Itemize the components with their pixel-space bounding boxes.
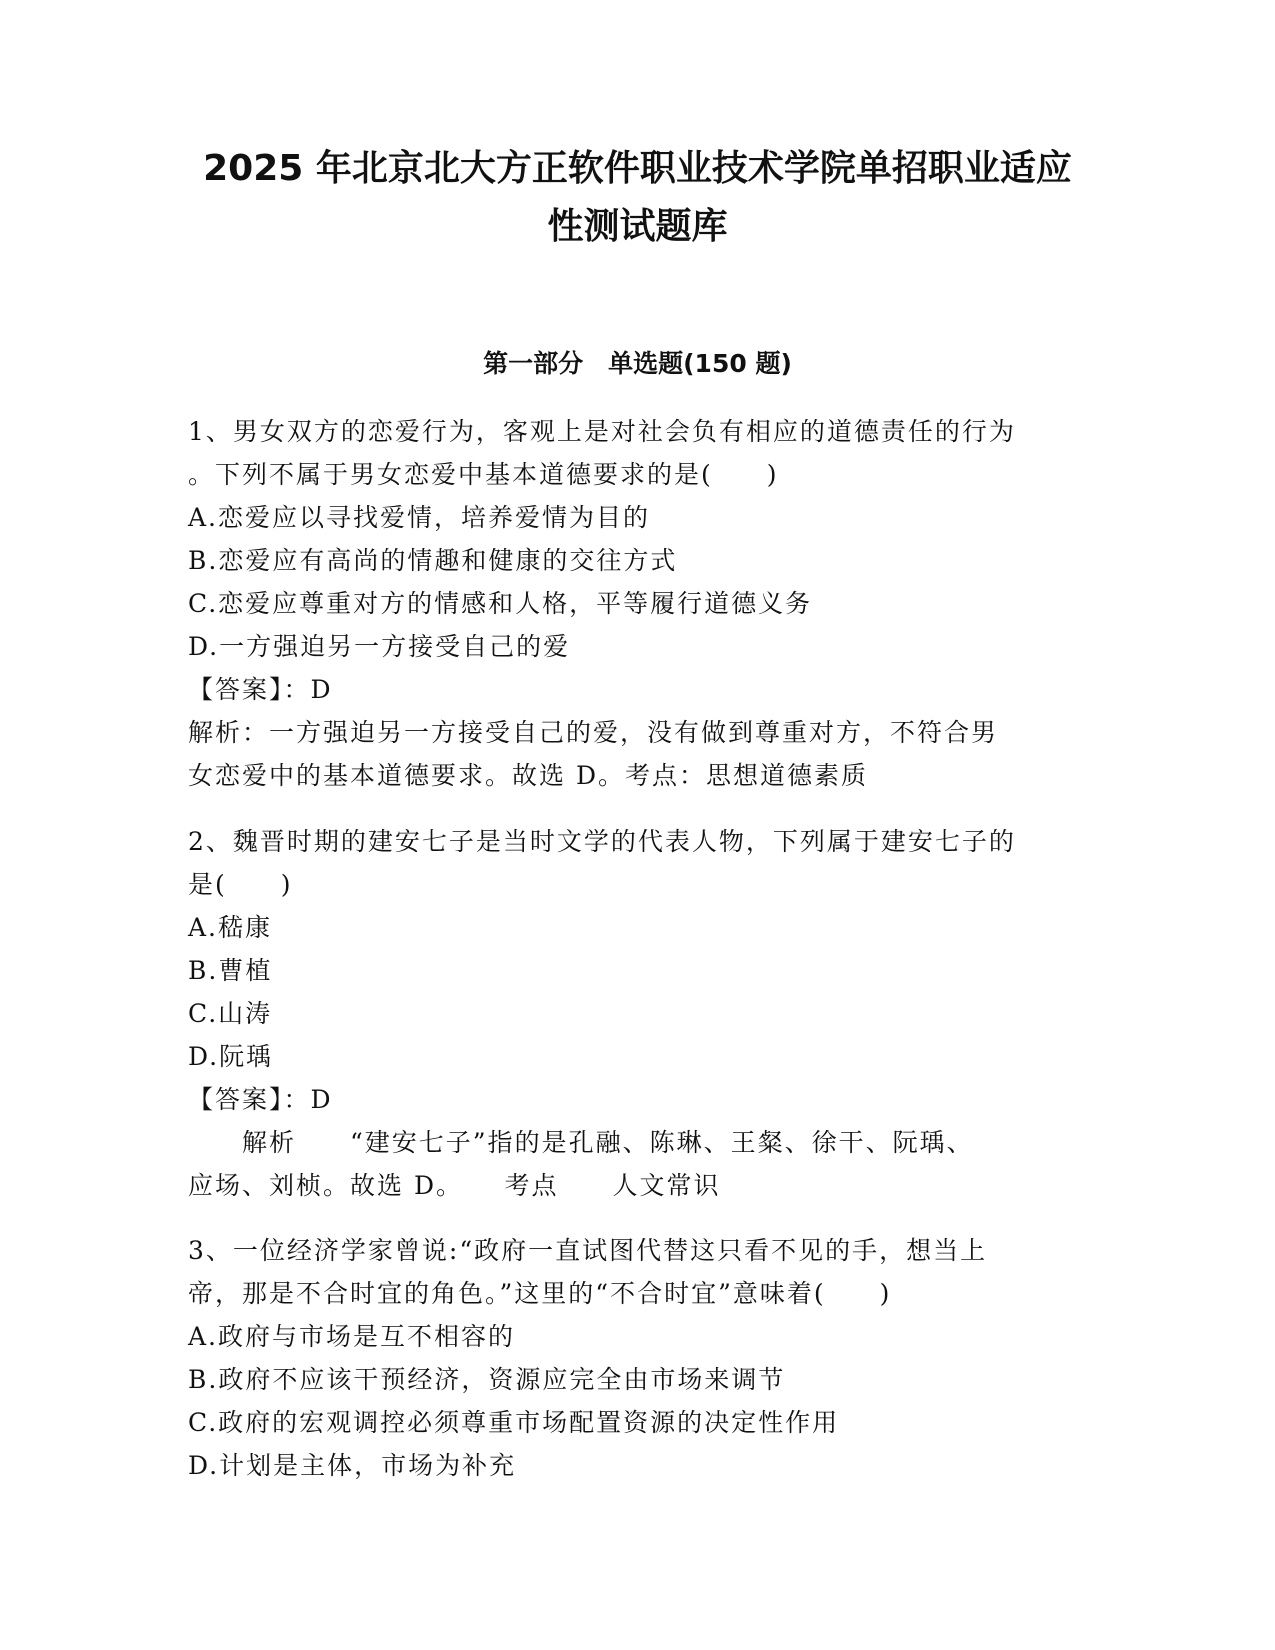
question-stem-line-2: 。下列不属于男女恋爱中基本道德要求的是( ) — [188, 460, 779, 489]
analysis-line-2: 女恋爱中的基本道德要求。故选 D。考点：思想道德素质 — [188, 761, 868, 790]
question-1 — [188, 410, 1088, 797]
analysis-line-2: 应场、刘桢。故选 D。 考点 人文常识 — [188, 1171, 721, 1200]
answer: 【答案】：D — [188, 1085, 333, 1114]
question-3 — [188, 1229, 1088, 1487]
analysis-line-1: 解析：一方强迫另一方接受自己的爱，没有做到尊重对方，不符合男 — [188, 718, 999, 747]
option-a: A.政府与市场是互不相容的 — [188, 1322, 516, 1351]
question-stem-line-2: 帝，那是不合时宜的角色。”这里的“不合时宜”意味着( ) — [188, 1279, 892, 1308]
question-stem — [188, 1229, 1088, 1315]
option-d: D.计划是主体，市场为补充 — [188, 1451, 517, 1480]
question-stem — [188, 820, 1088, 906]
analysis — [188, 1121, 1088, 1207]
document-title-line-1: 2025 年北京北大方正软件职业技术学院单招职业适应 — [203, 148, 1072, 189]
document-title-line-2: 性测试题库 — [547, 206, 728, 247]
option-b: B.曹植 — [188, 956, 273, 985]
option-b: B.恋爱应有高尚的情趣和健康的交往方式 — [188, 546, 678, 575]
section-heading: 第一部分 单选题(150 题) — [483, 349, 792, 378]
question-2 — [188, 820, 1088, 1207]
option-b: B.政府不应该干预经济，资源应完全由市场来调节 — [188, 1365, 786, 1394]
option-a: A.恋爱应以寻找爱情，培养爱情为目的 — [188, 503, 651, 532]
answer: 【答案】：D — [188, 675, 333, 704]
option-c: C.恋爱应尊重对方的情感和人格，平等履行道德义务 — [188, 589, 813, 618]
question-stem-line-1: 1、男女双方的恋爱行为，客观上是对社会负有相应的道德责任的行为 — [188, 417, 1016, 446]
question-stem — [188, 410, 1088, 496]
question-stem-line-2: 是( ) — [188, 870, 293, 899]
question-stem-line-1: 3、一位经济学家曾说:“政府一直试图代替这只看不见的手，想当上 — [188, 1236, 988, 1265]
analysis-line-1: 解析 “建安七子”指的是孔融、陈琳、王粲、徐干、阮瑀、 — [188, 1128, 974, 1157]
analysis — [188, 711, 1088, 797]
document-title — [150, 140, 1125, 256]
option-d: D.一方强迫另一方接受自己的爱 — [188, 632, 571, 661]
option-c: C.山涛 — [188, 999, 273, 1028]
option-a: A.嵇康 — [188, 913, 273, 942]
option-c: C.政府的宏观调控必须尊重市场配置资源的决定性作用 — [188, 1408, 840, 1437]
option-d: D.阮瑀 — [188, 1042, 274, 1071]
question-stem-line-1: 2、魏晋时期的建安七子是当时文学的代表人物，下列属于建安七子的 — [188, 827, 1016, 856]
